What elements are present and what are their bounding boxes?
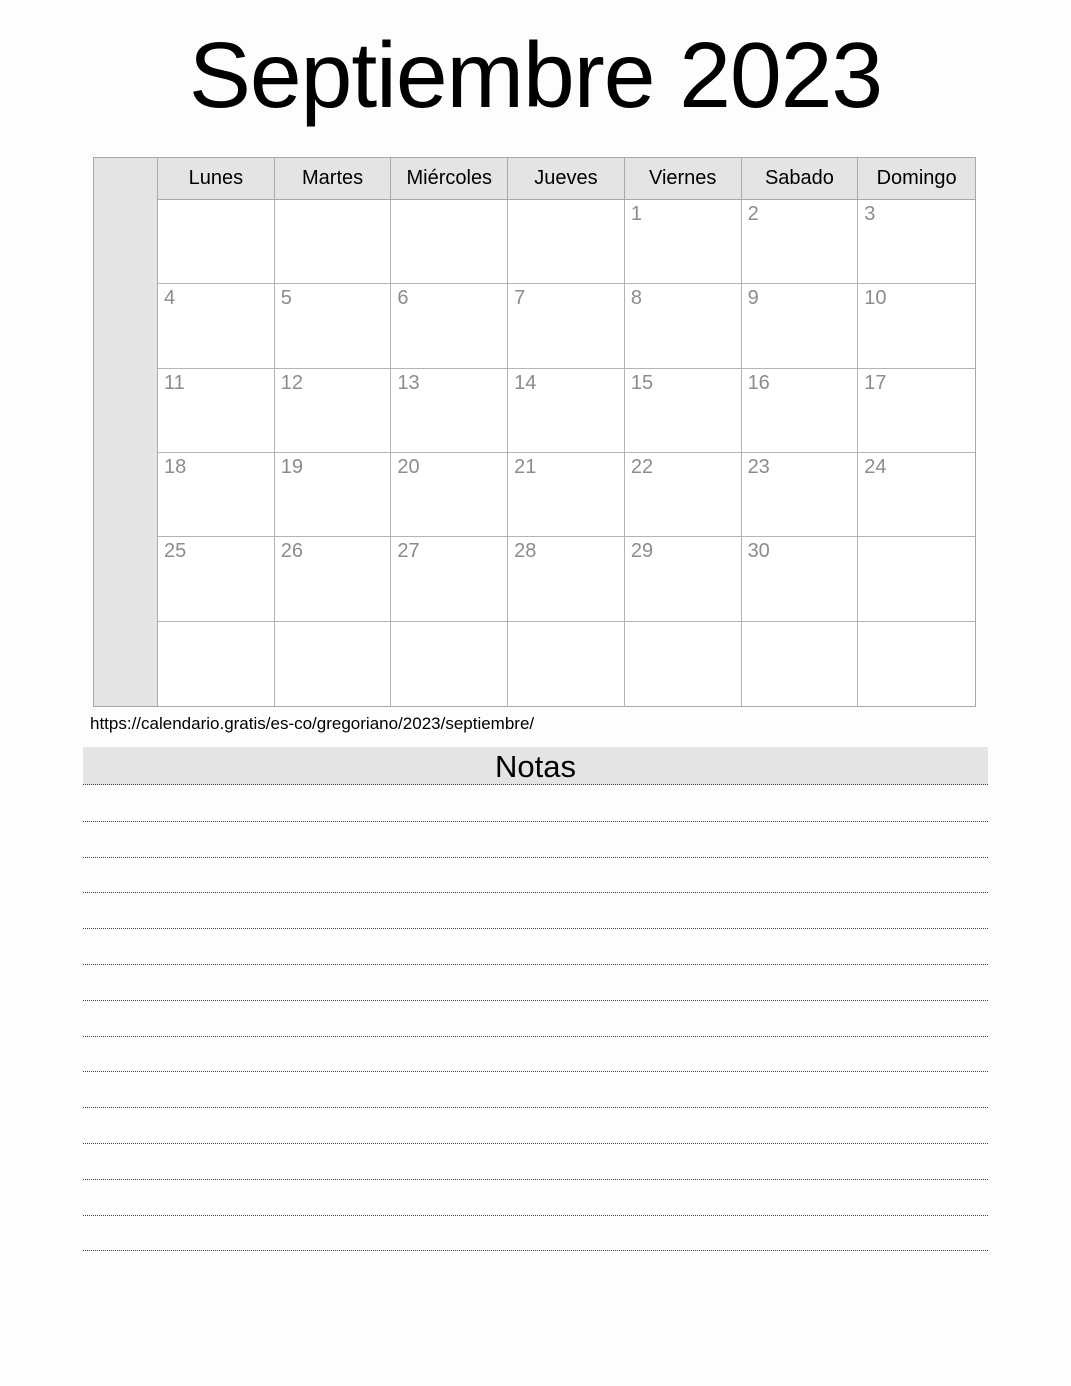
- calendar-day-cell: [275, 200, 392, 284]
- calendar-day-cell: 23: [742, 453, 859, 537]
- note-line: [83, 822, 988, 858]
- calendar-day-cell: 5: [275, 284, 392, 368]
- calendar-day-cell: 26: [275, 537, 392, 621]
- calendar-day-cell: 14: [508, 369, 625, 453]
- calendar-day-cell: 28: [508, 537, 625, 621]
- note-line: [83, 965, 988, 1001]
- calendar-week-column: [94, 158, 158, 706]
- calendar-day-cell: [858, 622, 975, 706]
- note-line: [83, 1216, 988, 1252]
- calendar-day-cell: 18: [158, 453, 275, 537]
- note-line: [83, 858, 988, 894]
- calendar-day-cell: 10: [858, 284, 975, 368]
- weekday-header-jueves: Jueves: [508, 158, 625, 200]
- note-line: [83, 1180, 988, 1216]
- weekday-header-lunes: Lunes: [158, 158, 275, 200]
- calendar-table: [93, 157, 976, 707]
- calendar-day-cell: 29: [625, 537, 742, 621]
- calendar-day-cell: [275, 622, 392, 706]
- calendar-day-cell: [508, 622, 625, 706]
- calendar-day-cell: [742, 622, 859, 706]
- calendar-day-cell: 12: [275, 369, 392, 453]
- note-line: [83, 1037, 988, 1073]
- calendar-day-cell: 27: [391, 537, 508, 621]
- note-line: [83, 929, 988, 965]
- source-url: https://calendario.gratis/es-co/gregoriano/2023/septiembre/: [90, 714, 535, 733]
- calendar-day-cell: [158, 200, 275, 284]
- calendar-day-cell: 7: [508, 284, 625, 368]
- calendar-day-cell: 30: [742, 537, 859, 621]
- calendar-day-cell: 19: [275, 453, 392, 537]
- weekday-header-martes: Martes: [275, 158, 392, 200]
- note-line: [83, 1144, 988, 1180]
- note-line: [83, 786, 988, 822]
- weekday-header-sabado: Sabado: [742, 158, 859, 200]
- calendar-day-cell: [391, 200, 508, 284]
- calendar-day-cell: 4: [158, 284, 275, 368]
- calendar-day-cell: [391, 622, 508, 706]
- calendar-day-cell: [625, 622, 742, 706]
- calendar-day-cell: 9: [742, 284, 859, 368]
- calendar-day-cell: 8: [625, 284, 742, 368]
- notes-header: Notas: [83, 747, 988, 785]
- note-line: [83, 1108, 988, 1144]
- calendar-day-cell: 15: [625, 369, 742, 453]
- calendar-day-cell: 16: [742, 369, 859, 453]
- calendar-day-cell: 11: [158, 369, 275, 453]
- calendar-day-cell: 20: [391, 453, 508, 537]
- calendar-day-cell: 6: [391, 284, 508, 368]
- weekday-header-miercoles: Miércoles: [391, 158, 508, 200]
- calendar-day-cell: 2: [742, 200, 859, 284]
- calendar-day-cell: 1: [625, 200, 742, 284]
- calendar-day-cell: 24: [858, 453, 975, 537]
- note-lines: [83, 786, 988, 1251]
- calendar-day-cell: [158, 622, 275, 706]
- calendar-day-cell: [858, 537, 975, 621]
- calendar-day-cell: 25: [158, 537, 275, 621]
- note-line: [83, 1072, 988, 1108]
- weekday-header-viernes: Viernes: [625, 158, 742, 200]
- calendar-day-cell: 17: [858, 369, 975, 453]
- calendar-day-cell: 13: [391, 369, 508, 453]
- calendar-day-cell: 21: [508, 453, 625, 537]
- page-title: Septiembre 2023: [188, 23, 883, 127]
- weekday-header-domingo: Domingo: [858, 158, 975, 200]
- calendar-day-cell: [508, 200, 625, 284]
- calendar-day-cell: 3: [858, 200, 975, 284]
- note-line: [83, 1001, 988, 1037]
- note-line: [83, 893, 988, 929]
- calendar-day-cell: 22: [625, 453, 742, 537]
